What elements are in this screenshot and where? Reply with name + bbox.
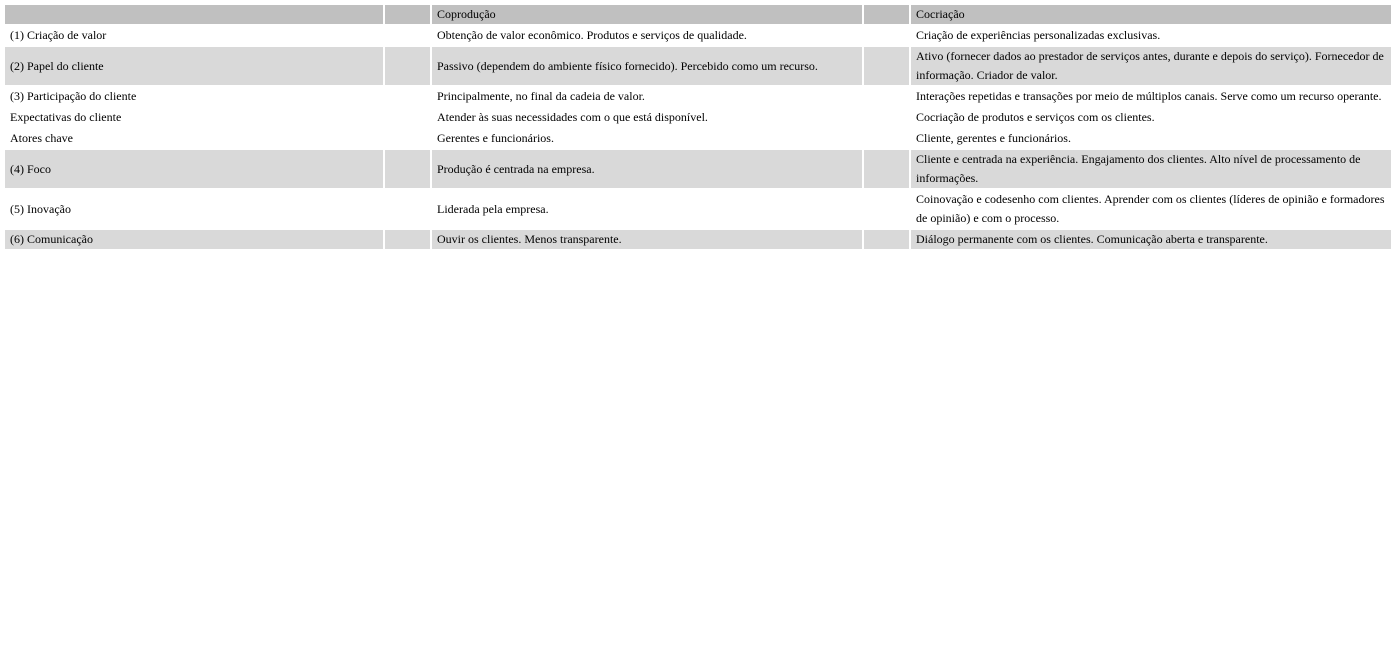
header-row (5, 5, 1391, 24)
table-row (5, 87, 1391, 106)
row-cocriacao: Ativo (fornecer dados ao prestador de serviços antes, durante e depois do serviço). Fornecedor de informação. Criador de valor. (911, 47, 1391, 85)
row-spacer-1 (385, 190, 430, 228)
row-spacer-2 (864, 230, 909, 249)
table-row (5, 129, 1391, 148)
row-coproducao: Gerentes e funcionários. (432, 129, 862, 148)
row-coproducao: Atender às suas necessidades com o que está disponível. (432, 108, 862, 127)
comparison-table (3, 3, 1393, 251)
row-dimension: (6) Comunicação (5, 230, 383, 249)
row-cocriacao: Coinovação e codesenho com clientes. Aprender com os clientes (líderes de opinião e formadores de opinião) e com o processo. (911, 190, 1391, 228)
row-coproducao: Passivo (dependem do ambiente físico fornecido). Percebido como um recurso. (432, 47, 862, 85)
row-coproducao: Obtenção de valor econômico. Produtos e serviços de qualidade. (432, 26, 862, 45)
row-spacer-1 (385, 129, 430, 148)
row-dimension: (4) Foco (5, 150, 383, 188)
row-spacer-2 (864, 108, 909, 127)
table-row (5, 26, 1391, 45)
row-coproducao: Ouvir os clientes. Menos transparente. (432, 230, 862, 249)
row-spacer-1 (385, 230, 430, 249)
table-row (5, 108, 1391, 127)
row-spacer-2 (864, 150, 909, 188)
row-cocriacao: Cocriação de produtos e serviços com os clientes. (911, 108, 1391, 127)
row-spacer-2 (864, 87, 909, 106)
row-spacer-1 (385, 47, 430, 85)
row-coproducao: Produção é centrada na empresa. (432, 150, 862, 188)
row-dimension: (1) Criação de valor (5, 26, 383, 45)
row-cocriacao: Cliente, gerentes e funcionários. (911, 129, 1391, 148)
row-spacer-2 (864, 26, 909, 45)
row-spacer-2 (864, 190, 909, 228)
table-row (5, 47, 1391, 85)
header-spacer-2 (864, 5, 909, 24)
table-header (5, 5, 1391, 24)
row-spacer-1 (385, 150, 430, 188)
header-cocriacao: Cocriação (911, 5, 1391, 24)
table-row (5, 230, 1391, 249)
row-coproducao: Liderada pela empresa. (432, 190, 862, 228)
row-cocriacao: Interações repetidas e transações por meio de múltiplos canais. Serve como um recurso operante. (911, 87, 1391, 106)
header-coproducao: Coprodução (432, 5, 862, 24)
row-spacer-1 (385, 108, 430, 127)
row-coproducao: Principalmente, no final da cadeia de valor. (432, 87, 862, 106)
row-dimension: (2) Papel do cliente (5, 47, 383, 85)
row-cocriacao: Cliente e centrada na experiência. Engajamento dos clientes. Alto nível de processamento de informações. (911, 150, 1391, 188)
table-body (5, 26, 1391, 249)
header-dimension (5, 5, 383, 24)
row-spacer-1 (385, 87, 430, 106)
table-row (5, 150, 1391, 188)
row-cocriacao: Criação de experiências personalizadas exclusivas. (911, 26, 1391, 45)
row-dimension: Expectativas do cliente (5, 108, 383, 127)
row-dimension: Atores chave (5, 129, 383, 148)
row-dimension: (5) Inovação (5, 190, 383, 228)
row-spacer-2 (864, 129, 909, 148)
row-spacer-2 (864, 47, 909, 85)
row-cocriacao: Diálogo permanente com os clientes. Comunicação aberta e transparente. (911, 230, 1391, 249)
row-spacer-1 (385, 26, 430, 45)
table-row (5, 190, 1391, 228)
header-spacer-1 (385, 5, 430, 24)
row-dimension: (3) Participação do cliente (5, 87, 383, 106)
